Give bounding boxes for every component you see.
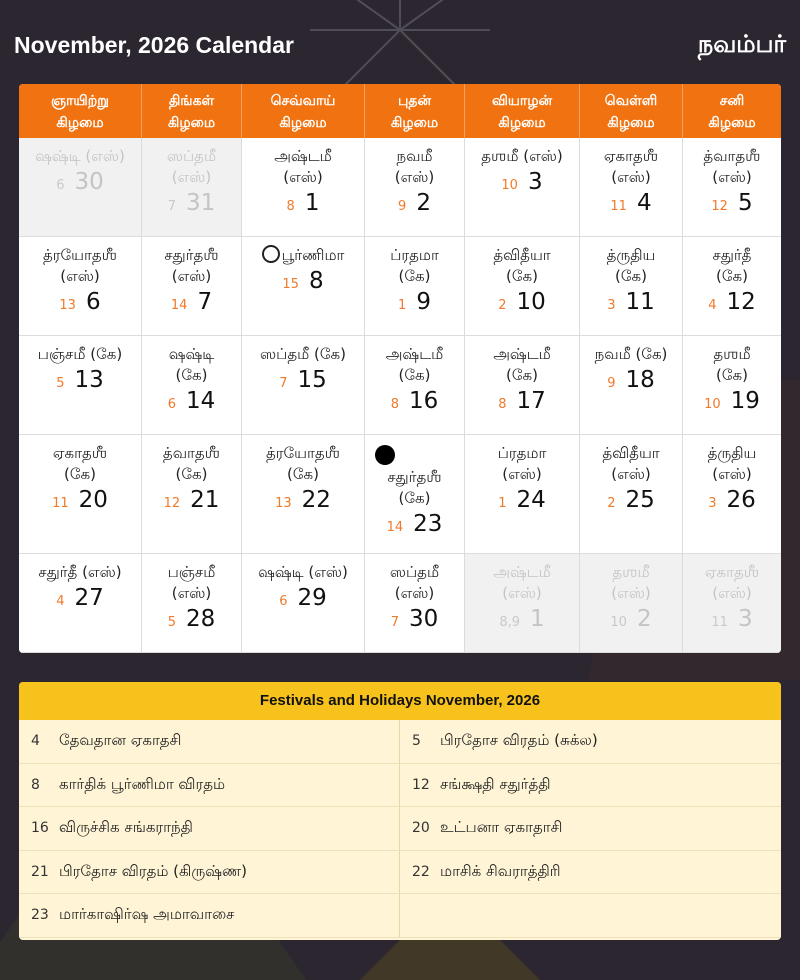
date-number: 23 bbox=[413, 511, 443, 537]
lunar-day-number: 8,9 bbox=[499, 615, 521, 630]
festival-date: 5 bbox=[412, 733, 421, 750]
lunar-day-number: 11 bbox=[610, 199, 627, 214]
tithi-label: த்வாதஶீ (எஸ்) bbox=[703, 147, 761, 186]
date-number: 18 bbox=[625, 367, 655, 393]
calendar-day-cell[interactable] bbox=[580, 237, 683, 336]
date-number: 15 bbox=[297, 367, 327, 393]
date-number: 12 bbox=[726, 289, 756, 315]
weekday-header-row bbox=[19, 84, 781, 138]
date-number: 20 bbox=[78, 487, 108, 513]
calendar-day-cell[interactable] bbox=[683, 435, 781, 554]
calendar-day-cell[interactable] bbox=[142, 138, 242, 237]
weekday-header: சனி கிழமை bbox=[708, 93, 756, 131]
calendar-day-cell[interactable] bbox=[365, 435, 465, 554]
calendar-day-cell[interactable] bbox=[465, 435, 580, 554]
festival-date: 22 bbox=[412, 863, 430, 880]
tithi-label: த்விதீயா (எஸ்) bbox=[602, 444, 660, 483]
festival-item bbox=[19, 851, 400, 895]
tithi-label: த்விதீயா (கே) bbox=[493, 246, 551, 285]
festival-item bbox=[400, 894, 781, 938]
full-moon-icon bbox=[262, 245, 280, 263]
date-number: 10 bbox=[516, 289, 546, 315]
lunar-day-number: 3 bbox=[708, 496, 717, 511]
tithi-label: த்ரயோதஶீ (கே) bbox=[265, 444, 341, 483]
tithi-label: ப்ரதமா (கே) bbox=[390, 246, 439, 285]
date-number: 4 bbox=[636, 190, 652, 216]
lunar-day-number: 15 bbox=[282, 277, 299, 292]
lunar-day-number: 1 bbox=[498, 496, 507, 511]
lunar-day-number: 10 bbox=[610, 615, 627, 630]
tithi-label: நவமீ (கே) bbox=[594, 345, 668, 363]
calendar-body bbox=[19, 138, 781, 653]
festival-item bbox=[400, 764, 781, 808]
calendar-day-cell[interactable] bbox=[683, 138, 781, 237]
lunar-day-number: 12 bbox=[711, 199, 728, 214]
calendar-day-cell[interactable] bbox=[365, 237, 465, 336]
weekday-header: வியாழன் கிழமை bbox=[465, 84, 580, 138]
calendar-day-cell[interactable] bbox=[683, 237, 781, 336]
weekday-header: திங்கள் கிழமை bbox=[142, 84, 242, 138]
festival-item bbox=[400, 851, 781, 895]
tamil-month-title: நவம்பர் bbox=[697, 30, 786, 58]
weekday-header: செவ்வாய் கிழமை bbox=[242, 84, 365, 138]
tithi-label: சதுர்தஶீ (எஸ்) bbox=[164, 246, 219, 285]
festival-item bbox=[19, 720, 400, 764]
date-number: 24 bbox=[516, 487, 546, 513]
calendar-day-cell[interactable] bbox=[365, 336, 465, 435]
festival-date: 12 bbox=[412, 776, 430, 793]
lunar-day-number: 3 bbox=[607, 298, 616, 313]
lunar-day-number: 4 bbox=[708, 298, 717, 313]
festival-name: மாசிக் சிவராத்திரி bbox=[440, 861, 561, 880]
tithi-label: தஶமீ (எஸ்) bbox=[481, 147, 563, 165]
lunar-day-number: 12 bbox=[163, 496, 181, 511]
calendar-grid bbox=[19, 84, 781, 653]
calendar-day-cell[interactable] bbox=[365, 554, 465, 653]
festivals-panel bbox=[19, 682, 781, 940]
lunar-day-number: 9 bbox=[607, 376, 616, 391]
calendar-day-cell[interactable] bbox=[142, 554, 242, 653]
weekday-header: ஞாயிற்று கிழமை bbox=[19, 84, 142, 138]
lunar-day-number: 13 bbox=[275, 496, 292, 511]
festival-item bbox=[19, 894, 400, 938]
calendar-week-row bbox=[19, 554, 781, 653]
festival-name: மார்காஷிர்ஷ அமாவாசை bbox=[59, 905, 235, 924]
date-number: 5 bbox=[737, 190, 753, 216]
tithi-label: ஏகாதஶீ (கே) bbox=[52, 444, 108, 483]
festival-name: பிரதோச விரதம் (கிருஷ்ண) bbox=[59, 861, 247, 880]
calendar-week-row bbox=[19, 435, 781, 554]
date-number: 30 bbox=[409, 606, 439, 632]
calendar-day-cell[interactable] bbox=[683, 554, 781, 653]
festival-date: 16 bbox=[31, 820, 49, 837]
tithi-label: சதுர்தஶீ (கே) bbox=[387, 468, 442, 507]
lunar-day-number: 7 bbox=[390, 615, 399, 630]
tithi-label: ஸப்தமீ (எஸ்) bbox=[166, 147, 217, 186]
tithi-label: சதுர்தீ (கே) bbox=[712, 246, 752, 285]
festival-name: சங்க்ஷதி சதுர்த்தி bbox=[440, 774, 551, 793]
lunar-day-number: 10 bbox=[501, 178, 518, 193]
festival-item bbox=[19, 807, 400, 851]
date-number: 8 bbox=[308, 268, 324, 294]
date-number: 30 bbox=[74, 169, 104, 195]
festival-item bbox=[19, 764, 400, 808]
tithi-label: த்ருதிய (கே) bbox=[606, 246, 656, 285]
lunar-day-number: 5 bbox=[167, 615, 176, 630]
date-number: 28 bbox=[186, 606, 216, 632]
tithi-label: தஶமீ (எஸ்) bbox=[611, 563, 651, 602]
lunar-day-number: 2 bbox=[607, 496, 616, 511]
lunar-day-number: 11 bbox=[711, 615, 728, 630]
date-number: 6 bbox=[85, 289, 101, 315]
lunar-day-number: 7 bbox=[279, 376, 288, 391]
calendar-day-cell[interactable] bbox=[19, 554, 142, 653]
date-number: 14 bbox=[186, 388, 216, 414]
tithi-label: ஏகாதஶீ (எஸ்) bbox=[603, 147, 659, 186]
date-number: 22 bbox=[301, 487, 331, 513]
calendar-day-cell[interactable] bbox=[19, 138, 142, 237]
date-number: 1 bbox=[530, 606, 545, 632]
date-number: 1 bbox=[304, 190, 320, 216]
tithi-label: பஞ்சமீ (எஸ்) bbox=[167, 563, 216, 602]
date-number: 16 bbox=[409, 388, 439, 414]
lunar-day-number: 7 bbox=[167, 199, 176, 214]
festival-name: கார்திக் பூர்ணிமா விரதம் bbox=[59, 774, 226, 793]
calendar-week-row bbox=[19, 138, 781, 237]
tithi-label: தஶமீ (கே) bbox=[713, 345, 751, 384]
date-number: 9 bbox=[416, 289, 431, 315]
calendar-day-cell[interactable] bbox=[683, 336, 781, 435]
calendar-day-cell[interactable] bbox=[465, 554, 580, 653]
date-number: 29 bbox=[297, 585, 327, 611]
calendar-day-cell[interactable] bbox=[365, 138, 465, 237]
festival-date: 23 bbox=[31, 907, 49, 924]
calendar-day-cell[interactable] bbox=[580, 554, 683, 653]
tithi-label: த்ருதிய (எஸ்) bbox=[707, 444, 757, 483]
calendar-day-cell[interactable] bbox=[580, 435, 683, 554]
date-number: 2 bbox=[416, 190, 431, 216]
lunar-day-number: 1 bbox=[398, 298, 407, 313]
lunar-day-number: 2 bbox=[498, 298, 507, 313]
page-header bbox=[14, 30, 786, 64]
tithi-label: பஞ்சமீ (கே) bbox=[37, 345, 123, 363]
date-number: 26 bbox=[726, 487, 756, 513]
calendar-week-row bbox=[19, 237, 781, 336]
calendar-day-cell[interactable] bbox=[242, 336, 365, 435]
tithi-label: ஸப்தமீ (கே) bbox=[260, 345, 346, 363]
tithi-label: நவமீ (எஸ்) bbox=[394, 147, 435, 186]
date-number: 3 bbox=[737, 606, 753, 632]
festival-date: 20 bbox=[412, 820, 430, 837]
calendar-day-cell[interactable] bbox=[465, 336, 580, 435]
tithi-label: அஷ்டமீ (எஸ்) bbox=[274, 147, 332, 186]
lunar-day-number: 4 bbox=[56, 594, 65, 609]
tithi-label: அஷ்டமீ (கே) bbox=[493, 345, 551, 384]
date-number: 27 bbox=[74, 585, 104, 611]
date-number: 31 bbox=[186, 190, 216, 216]
festival-date: 8 bbox=[31, 776, 40, 793]
calendar-day-cell[interactable] bbox=[465, 138, 580, 237]
tithi-label: த்வாதஶீ (கே) bbox=[162, 444, 221, 483]
calendar-day-cell[interactable] bbox=[465, 237, 580, 336]
tithi-label: ப்ரதமா (எஸ்) bbox=[497, 444, 547, 483]
date-number: 17 bbox=[516, 388, 546, 414]
festival-name: தேவதான ஏகாதசி bbox=[59, 731, 182, 750]
calendar-day-cell[interactable] bbox=[19, 237, 142, 336]
date-number: 21 bbox=[190, 487, 220, 513]
festival-name: பிரதோச விரதம் (சுக்ல) bbox=[440, 731, 598, 750]
lunar-day-number: 9 bbox=[398, 199, 407, 214]
calendar-day-cell[interactable] bbox=[142, 336, 242, 435]
festival-item bbox=[400, 807, 781, 851]
festival-item bbox=[400, 720, 781, 764]
date-number: 25 bbox=[625, 487, 655, 513]
tithi-label: த்ரயோதஶீ (எஸ்) bbox=[42, 246, 118, 285]
tithi-label: பூர்ணிமா bbox=[242, 237, 364, 266]
tithi-label: ஏகாதஶீ (எஸ்) bbox=[704, 563, 760, 602]
festival-name: விருச்சிக சங்கராந்தி bbox=[59, 818, 193, 837]
weekday-header: வெள்ளி கிழமை bbox=[580, 84, 683, 138]
tithi-label: ஷஷ்டி (எஸ்) bbox=[258, 563, 348, 581]
page-title: November, 2026 Calendar bbox=[14, 32, 294, 58]
tithi-label: சதுர்தீ (எஸ்) bbox=[38, 563, 122, 581]
date-number: 13 bbox=[74, 367, 104, 393]
festival-date: 4 bbox=[31, 733, 40, 750]
weekday-header: புதன் கிழமை bbox=[365, 84, 465, 138]
lunar-day-number: 6 bbox=[56, 178, 65, 193]
tithi-label: ஷஷ்டி (கே) bbox=[168, 345, 215, 384]
new-moon-icon bbox=[375, 445, 395, 465]
calendar-day-cell[interactable] bbox=[19, 336, 142, 435]
lunar-day-number: 5 bbox=[56, 376, 65, 391]
festival-date: 21 bbox=[31, 863, 49, 880]
calendar-week-row bbox=[19, 336, 781, 435]
lunar-day-number: 10 bbox=[704, 397, 721, 412]
tithi-label: ஸப்தமீ (எஸ்) bbox=[389, 563, 440, 602]
date-number: 3 bbox=[527, 169, 543, 195]
date-number: 7 bbox=[197, 289, 213, 315]
lunar-day-number: 8 bbox=[286, 199, 295, 214]
calendar-day-cell[interactable] bbox=[242, 435, 365, 554]
festival-name: உட்பனா ஏகாதாசி bbox=[440, 818, 563, 837]
lunar-day-number: 8 bbox=[498, 397, 507, 412]
calendar-day-cell[interactable] bbox=[142, 435, 242, 554]
date-number: 11 bbox=[625, 289, 655, 315]
festivals-title: Festivals and Holidays November, 2026 bbox=[19, 682, 781, 720]
lunar-day-number: 11 bbox=[52, 496, 69, 511]
lunar-day-number: 14 bbox=[170, 298, 188, 313]
festivals-list bbox=[19, 720, 781, 938]
calendar-day-cell[interactable] bbox=[242, 138, 365, 237]
calendar-day-cell[interactable] bbox=[242, 237, 365, 336]
lunar-day-number: 6 bbox=[279, 594, 288, 609]
date-number: 19 bbox=[730, 388, 760, 414]
lunar-day-number: 14 bbox=[386, 520, 404, 535]
lunar-day-number: 13 bbox=[59, 298, 76, 313]
tithi-label: அஷ்டமீ (கே) bbox=[385, 345, 444, 384]
lunar-day-number: 8 bbox=[390, 397, 399, 412]
calendar-day-cell[interactable] bbox=[580, 138, 683, 237]
lunar-day-number: 6 bbox=[167, 397, 176, 412]
calendar-day-cell[interactable] bbox=[142, 237, 242, 336]
date-number: 2 bbox=[636, 606, 652, 632]
tithi-label: ஷஷ்டி (எஸ்) bbox=[35, 147, 125, 165]
calendar-day-cell[interactable] bbox=[242, 554, 365, 653]
calendar-day-cell[interactable] bbox=[19, 435, 142, 554]
tithi-label: அஷ்டமீ (எஸ்) bbox=[493, 563, 551, 602]
calendar-day-cell[interactable] bbox=[580, 336, 683, 435]
